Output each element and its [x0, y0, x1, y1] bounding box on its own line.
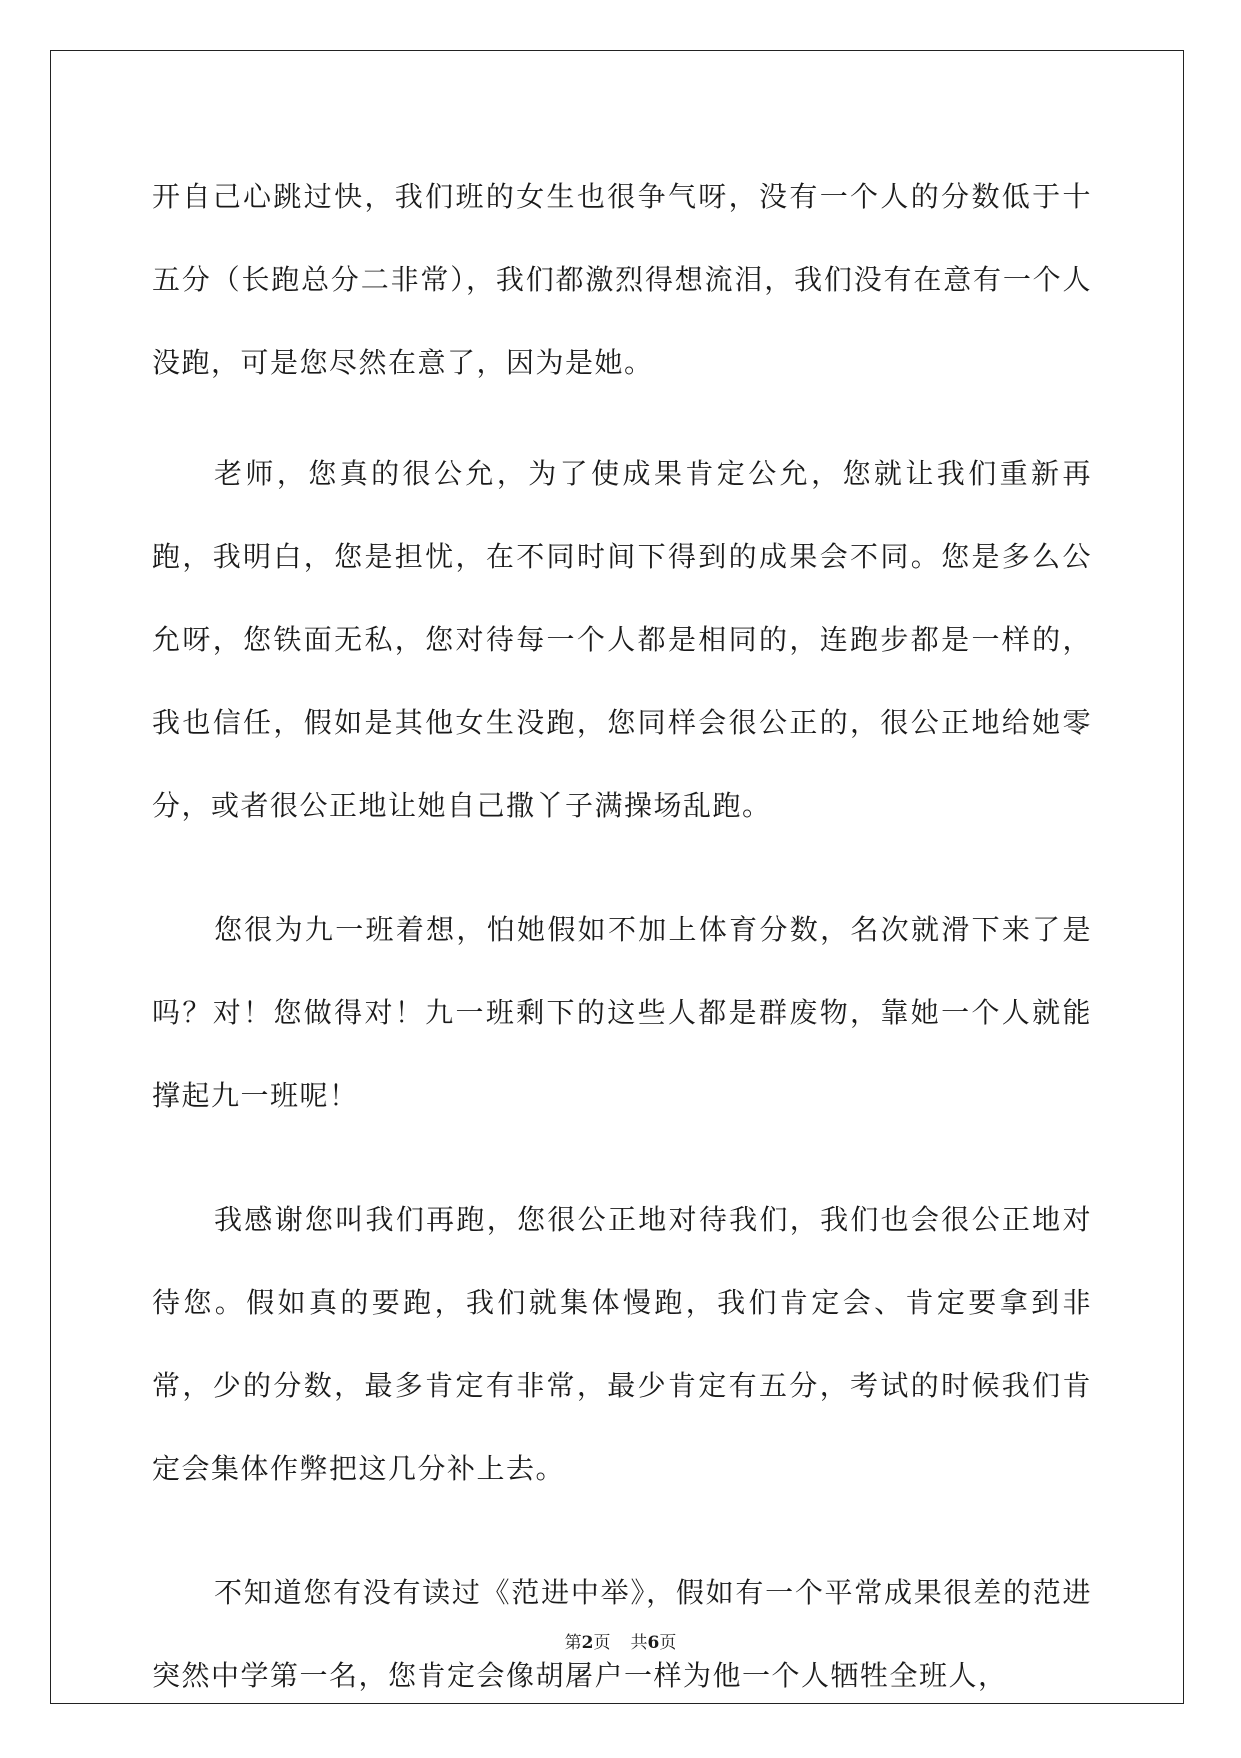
total-suffix: 页 — [659, 1633, 677, 1653]
page-total — [631, 1633, 677, 1653]
page-footer — [0, 1628, 1241, 1653]
page-prefix: 第 — [564, 1633, 582, 1653]
document-body — [152, 155, 1092, 1758]
total-pages-number: 6 — [647, 1633, 660, 1653]
paragraph-4: 我感谢您叫我们再跑，您很公正地对待我们，我们也会很公正地对待您。假如真的要跑，我们就集体慢跑，我们肯定会、肯定要拿到非常，少的分数，最多肯定有非常，最少肯定有五分，考试的时候我们肯定会集体作弊把这几分补上去。 — [152, 1203, 1092, 1485]
paragraph-3: 您很为九一班着想，怕她假如不加上体育分数，名次就滑下来了是吗？对！您做得对！九一班剩下的这些人都是群废物，靠她一个人就能撑起九一班呢！ — [152, 913, 1092, 1112]
paragraph-2: 老师，您真的很公允，为了使成果肯定公允，您就让我们重新再跑，我明白，您是担忧，在不同时间下得到的成果会不同。您是多么公允呀，您铁面无私，您对待每一个人都是相同的，连跑步都是一样的，我也信任，假如是其他女生没跑，您同样会很公正的，很公正地给她零分，或者很公正地让她自己撒丫子满操场乱跑。 — [152, 457, 1092, 822]
total-prefix: 共 — [630, 1633, 648, 1653]
current-page-number: 2 — [581, 1633, 594, 1653]
paragraph-5: 不知道您有没有读过《范进中举》，假如有一个平常成果很差的范进突然中学第一名，您肯定会像胡屠户一样为他一个人牺牲全班人， — [152, 1576, 1092, 1692]
page-suffix: 页 — [593, 1633, 611, 1653]
paragraph-1: 开自己心跳过快，我们班的女生也很争气呀，没有一个人的分数低于十五分（长跑总分二非常），我们都激烈得想流泪，我们没有在意有一个人没跑，可是您尽然在意了，因为是她。 — [152, 180, 1092, 379]
page-number — [565, 1633, 611, 1653]
